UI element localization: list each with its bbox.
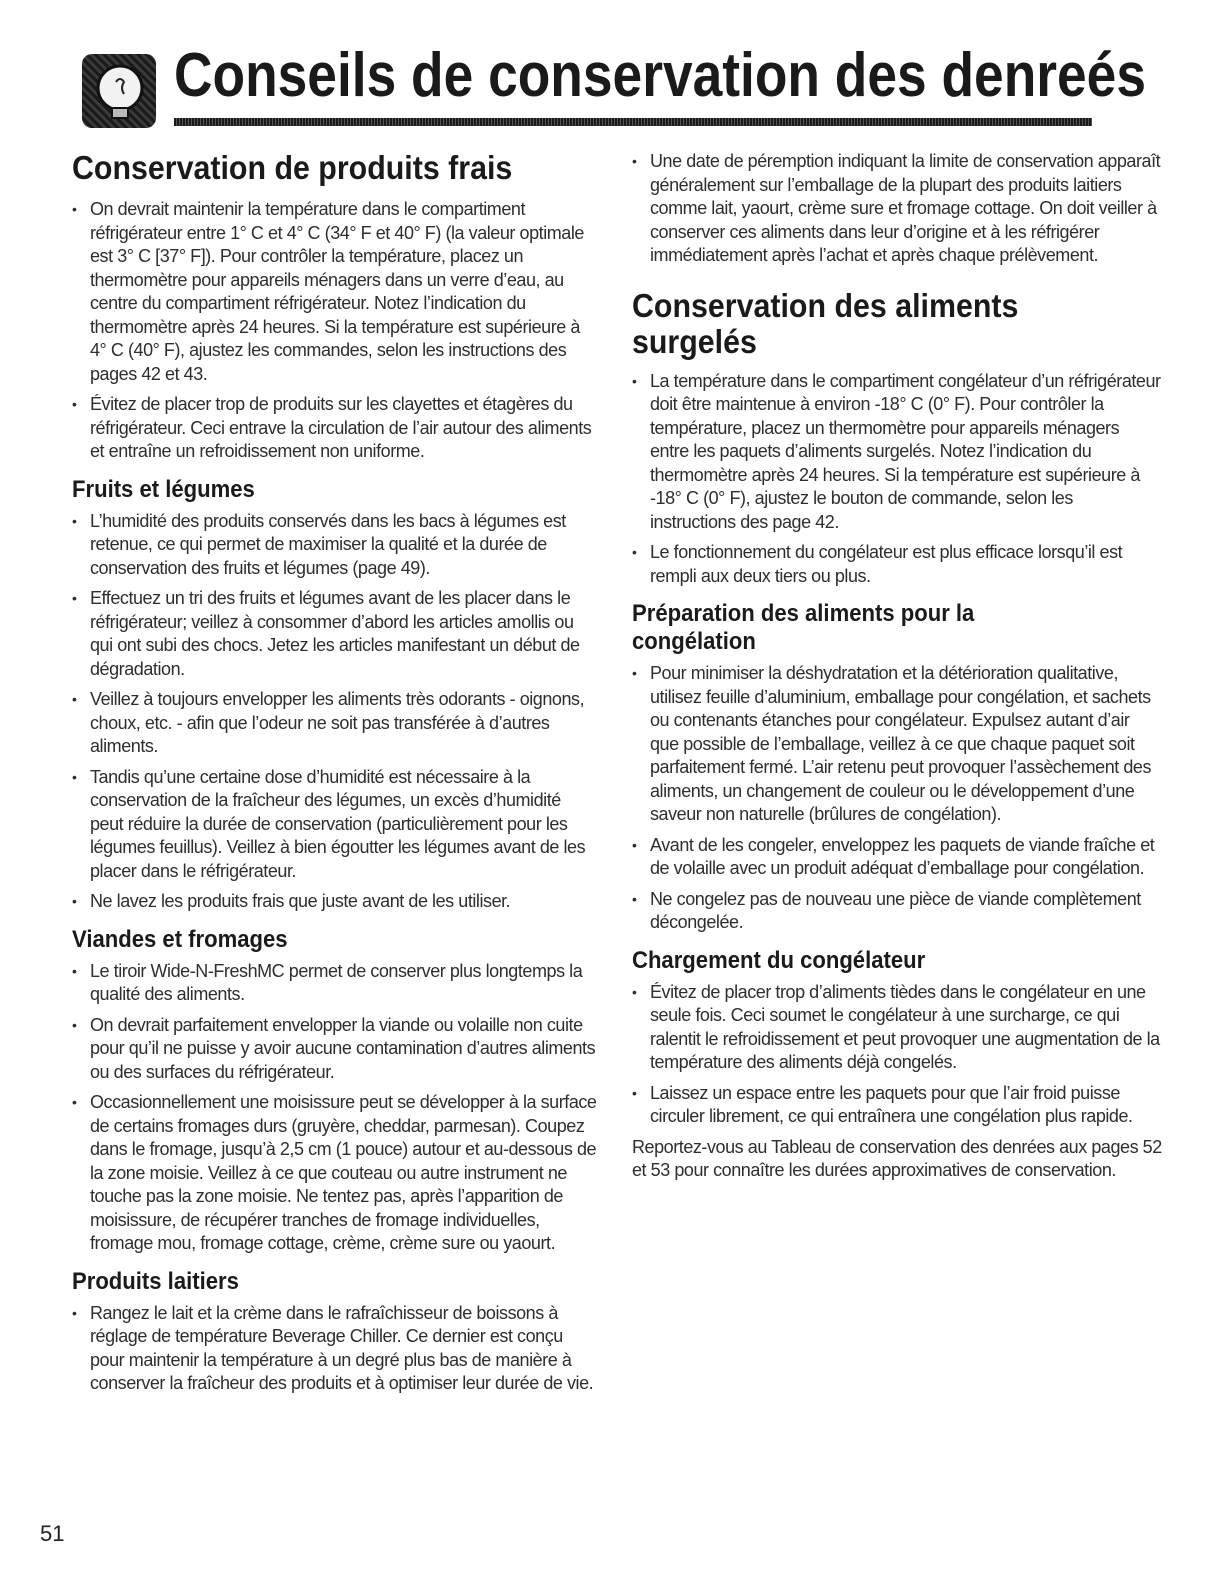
subheading-meats: Viandes et fromages (72, 925, 288, 953)
meats-list (72, 960, 597, 1256)
dairy-list (72, 1302, 597, 1396)
list-item: • On devrait parfaitement envelopper la viande ou volaille non cuite pour qu’il ne puisse y avoir aucune contamination d’autres aliments ou des surfaces du réfrigérateur. (72, 1014, 597, 1085)
fruits-list (72, 510, 597, 914)
list-item: • Veillez à toujours envelopper les aliments très odorants - oignons, choux, etc. - afin que l’odeur ne soit pas transférée à d’autres aliments. (72, 688, 597, 759)
section-heading-fresh: Conservation de produits frais (72, 149, 513, 186)
frozen-list (632, 370, 1162, 589)
list-item: • Effectuez un tri des fruits et légumes avant de les placer dans le réfrigérateur; veillez à consommer d’abord les articles amollis ou qui ont subi des chocs. Jetez les articles manifestant un début de dégradation. (72, 587, 597, 681)
list-item: • Évitez de placer trop de produits sur les clayettes et étagères du réfrigérateur. Ceci entrave la circulation de l’air autour des aliments et entraîne un refroidissement non uniforme. (72, 393, 597, 464)
fresh-list (72, 198, 597, 464)
subheading-loading: Chargement du congélateur (632, 946, 926, 974)
list-item: • Occasionnellement une moisissure peut se développer à la surface de certains fromages durs (gruyère, cheddar, parmesan). Coupez dans le fromage, jusqu’à 2,5 cm (1 pouce) autour et au-dessous de la zone moisie. Veillez à ce que couteau ou autre instrument ne touche pas la zone moisie. Ne tentez pas, après l’apparition de moisissure, de récupérer tranches de fromage individuelles, fromage mou, fromage cottage, crème, crème sure ou yaourt. (72, 1091, 597, 1256)
title-rule (174, 118, 1092, 126)
list-item: • Tandis qu’une certaine dose d’humidité est nécessaire à la conservation de la fraîcheur des légumes, un excès d’humidité peut réduire la durée de conservation (particulièrement pour les légumes feuillus). Veillez à bien égoutter les légumes avant de les placer dans le réfrigérateur. (72, 766, 597, 884)
list-item: • Évitez de placer trop d’aliments tièdes dans le congélateur en une seule fois. Ceci soumet le congélateur à une surcharge, ce qui ralentit le refroidissement et peut provoquer une augmentation de la température des aliments déjà congelés. (632, 981, 1162, 1075)
list-item: • Pour minimiser la déshydratation et la détérioration qualitative, utilisez feuille d’aluminium, emballage pour congélation, et sachets ou contenants étanches pour congélateur. Expulsez autant d’air que possible de l’emballage, veillez à ce que chaque paquet soit parfaitement fermé. L’air retenu peut provoquer l’assèchement des aliments, un changement de couleur ou le développement d’une saveur non naturelle (brûlures de congélation). (632, 662, 1162, 827)
section-heading-frozen: Conservation des aliments surgelés (632, 286, 1019, 360)
subheading-prep: Préparation des aliments pour la congélation (632, 600, 975, 655)
list-item: • Ne lavez les produits frais que juste avant de les utiliser. (72, 890, 597, 914)
page-number: 51 (40, 1521, 65, 1546)
list-item: • L’humidité des produits conservés dans les bacs à légumes est retenue, ce qui permet de maximiser la qualité et la durée de conservation des fruits et légumes (page 49). (72, 510, 597, 581)
page-title: Conseils de conservation des denreés (174, 41, 1146, 110)
list-item: • Avant de les congeler, enveloppez les paquets de viande fraîche et de volaille avec un produit adéquat d’emballage pour congélation. (632, 834, 1162, 881)
list-item: • Une date de péremption indiquant la limite de conservation apparaît généralement sur l’emballage de la plupart des produits laitiers comme lait, yaourt, crème sure et fromage cottage. On doit veiller à conserver ces aliments dans leur d’origine et à les réfrigérer immédiatement après l’achat et après chaque prélèvement. (632, 150, 1162, 268)
closing-note: Reportez-vous au Tableau de conservation des denrées aux pages 52 et 53 pour connaître les durées approximatives de conservation. (632, 1136, 1162, 1180)
list-item: • On devrait maintenir la température dans le compartiment réfrigérateur entre 1° C et 4° C (34° F et 40° F) (la valeur optimale est 3° C [37° F]). Pour contrôler la température, placez un thermomètre pour appareils ménagers dans un verre d’eau, au centre du compartiment réfrigérateur. Notez l’indication du thermomètre après 24 heures. Si la température est supérieure à 4° C (40° F), ajustez les commandes, selon les instructions des pages 42 et 43. (72, 198, 597, 386)
list-item: • La température dans le compartiment congélateur d’un réfrigérateur doit être maintenue à environ -18° C (0° F). Pour contrôler la température, placez un thermomètre pour appareils ménagers entre les paquets d’aliments surgelés. Notez l’indication du thermomètre après 24 heures. Si la température est supérieure à -18° C (0° F), ajustez le bouton de commande, selon les instructions des page 42. (632, 370, 1162, 535)
page-header (82, 40, 1146, 140)
list-item: • Rangez le lait et la crème dans le rafraîchisseur de boissons à réglage de température Beverage Chiller. Ce dernier est conçu pour maintenir la température à un degré plus bas de manière à conserver la fraîcheur des produits et à optimiser leur durée de vie. (72, 1302, 597, 1396)
loading-list (632, 981, 1162, 1129)
dairy-continued-list (632, 150, 1162, 268)
left-column (72, 150, 597, 1403)
subheading-fruits: Fruits et légumes (72, 475, 255, 503)
right-column (632, 150, 1162, 1183)
list-item: • Le fonctionnement du congélateur est plus efficace lorsqu’il est rempli aux deux tiers ou plus. (632, 541, 1162, 588)
prep-list (632, 662, 1162, 935)
lightbulb-icon (82, 54, 156, 128)
subheading-dairy: Produits laitiers (72, 1267, 239, 1295)
list-item: • Laissez un espace entre les paquets pour que l’air froid puisse circuler librement, ce qui entraînera une congélation plus rapide. (632, 1082, 1162, 1129)
list-item: • Le tiroir Wide-N-FreshMC permet de conserver plus longtemps la qualité des aliments. (72, 960, 597, 1007)
list-item: • Ne congelez pas de nouveau une pièce de viande complètement décongelée. (632, 888, 1162, 935)
